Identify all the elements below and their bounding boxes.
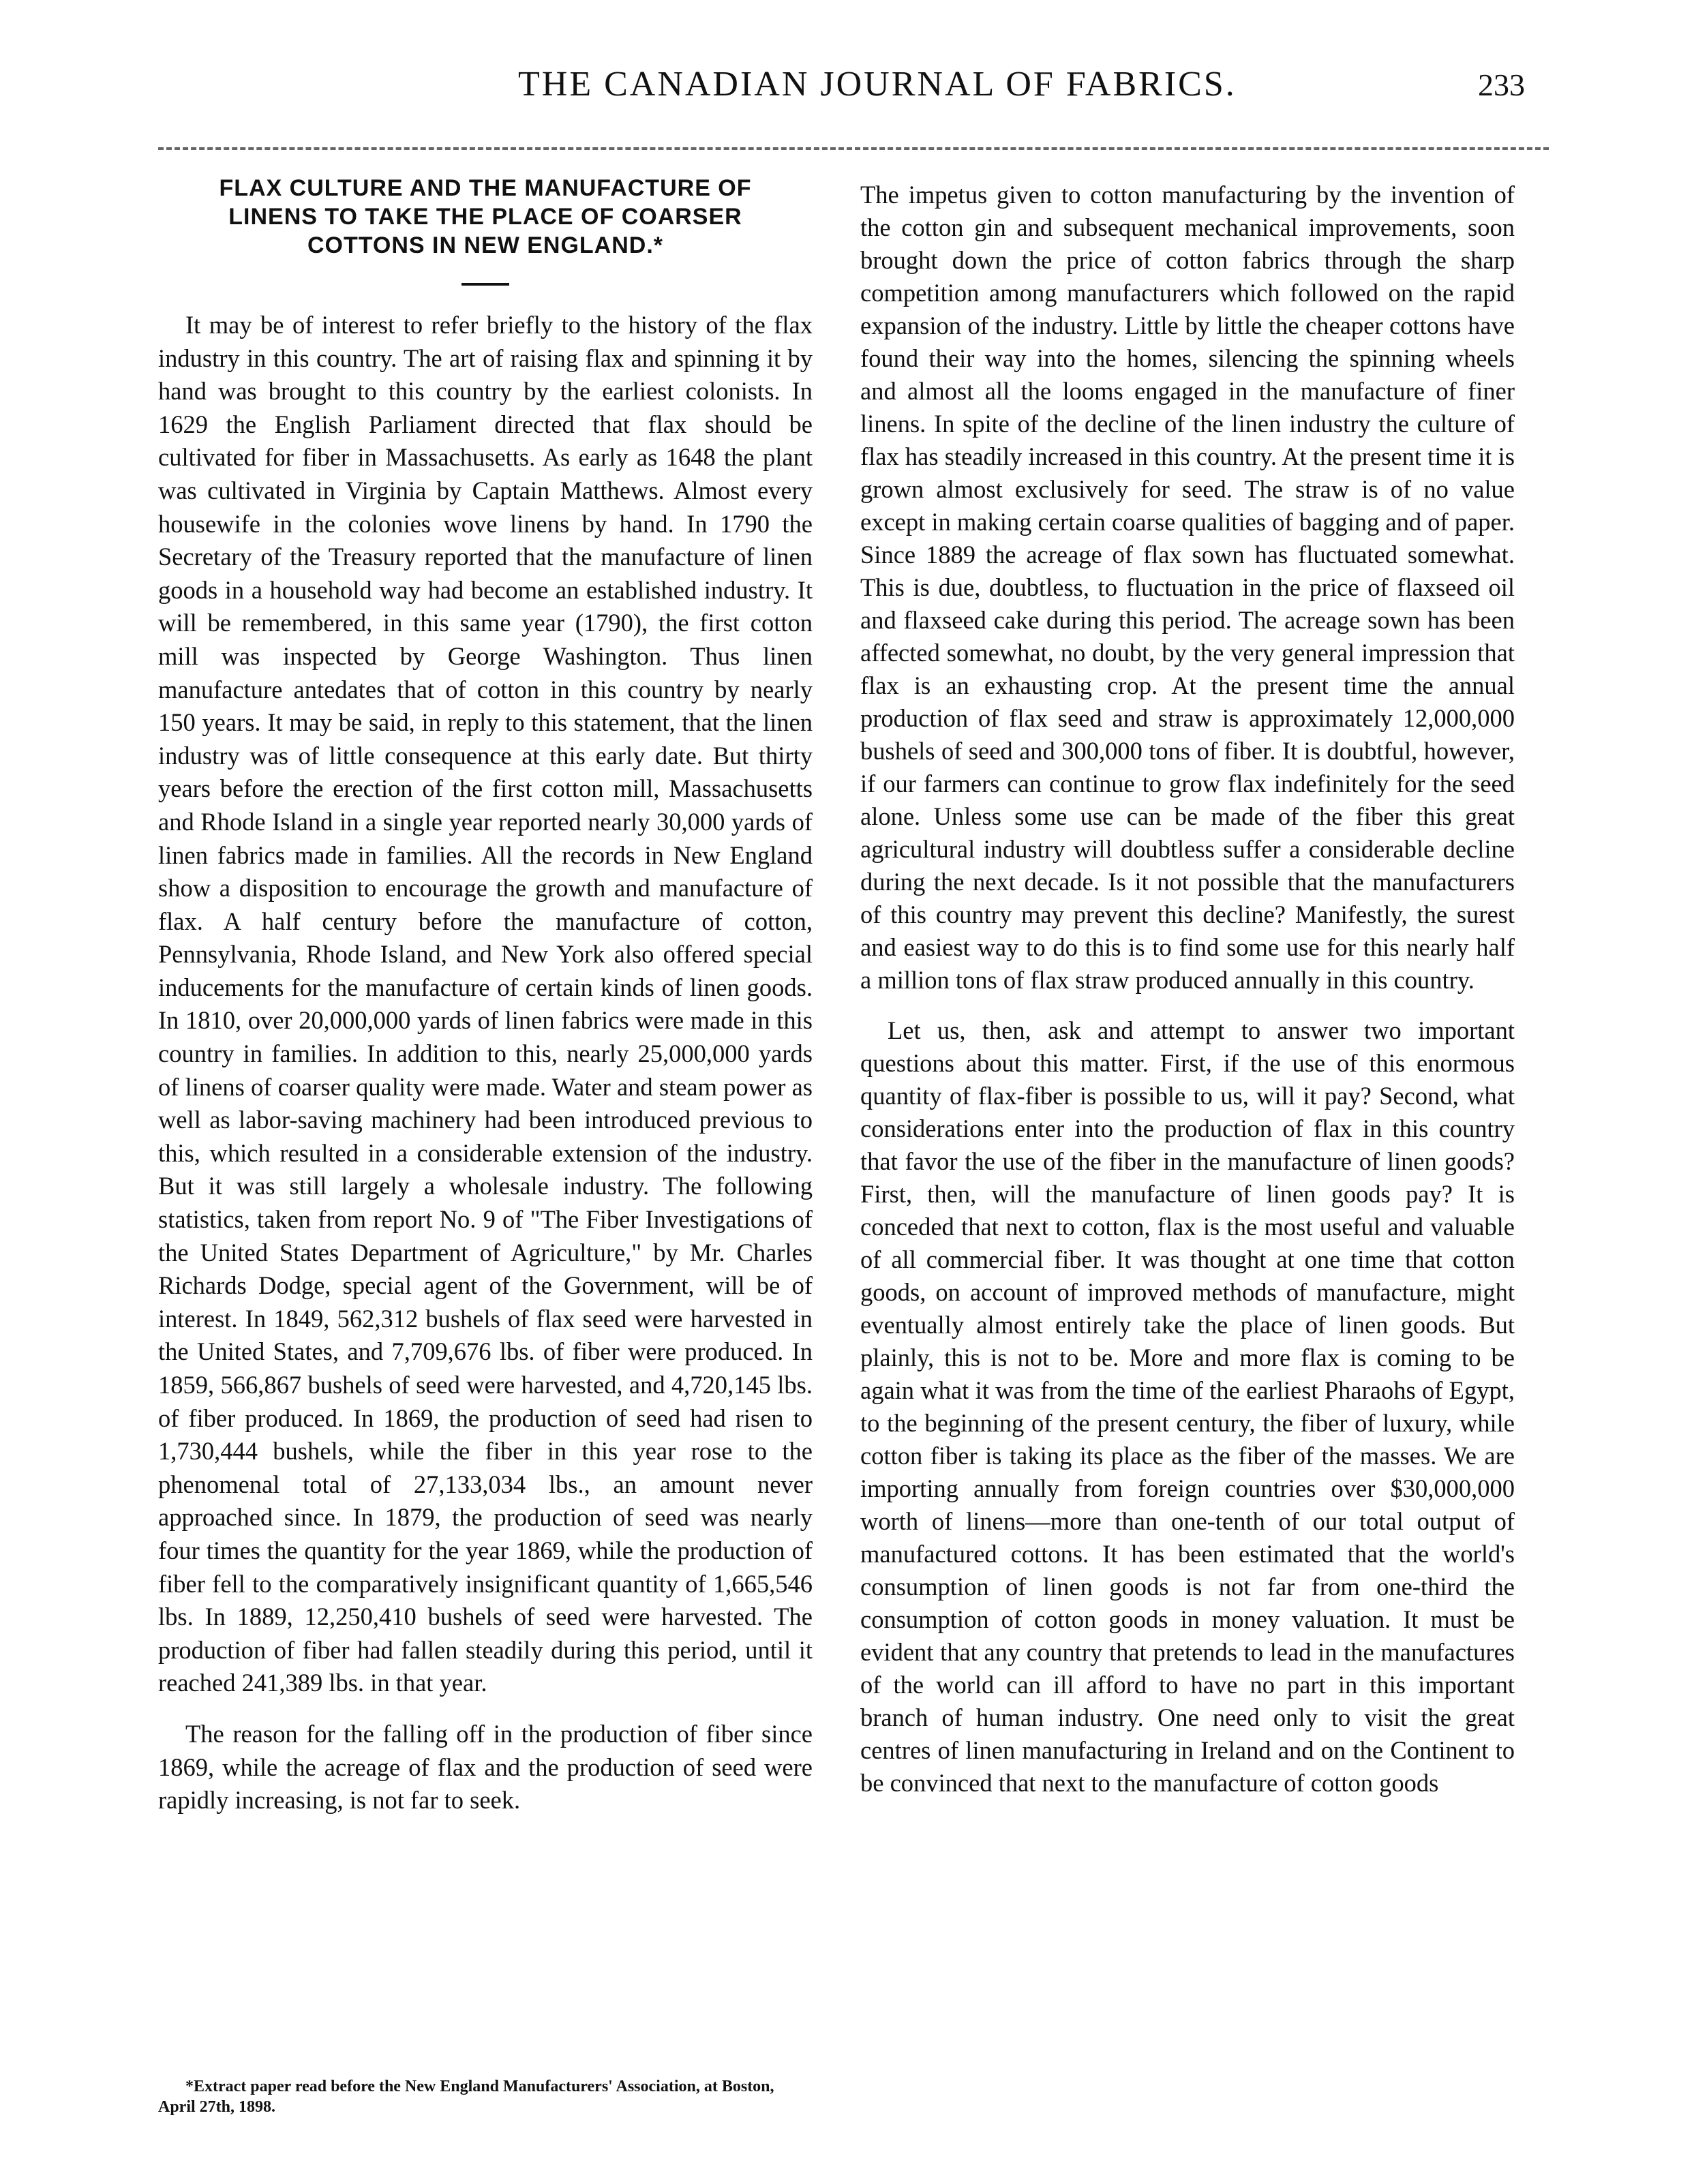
article-paragraph: Let us, then, ask and attempt to answer two important questions about this matter. First, if the use of this enormous quantity of flax-fiber is possible to us, will it pay? Second, what considerations enter into the production of flax in this country that favor the use of the fiber in the manufacture of linen goods? First, then, will the manufacture of linen goods pay? It is conceded that next to cotton, flax is the most useful and valuable of all commercial fiber. It was thought at one time that cotton goods, on account of improved methods of manufacture, might eventually almost entirely take the place of linen goods. But plainly, this is not to be. More and more flax is coming to be again what it was from the time of the earliest Pharaohs of Egypt, to the beginning of the present century, the fiber of luxury, while cotton fiber is taking its place as the fiber of the masses. We are importing annually from foreign countries over $30,000,000 worth of linens—more than one-tenth of our total output of manufactured cottons. It has been estimated that the world's consumption of linen goods is not far from one-third the consumption of cotton goods in money valuation. It must be evident that any country that pretends to lead in the manufactures of the world can ill afford to have no part in this important branch of human industry. One need only to visit the great centres of linen manufacturing in Ireland and on the Continent to be convinced that next to the manufacture of cotton goods: [860, 1016, 1515, 1797]
title-rule: [462, 283, 509, 286]
right-column: [860, 179, 1515, 1800]
article-paragraph: The reason for the falling off in the production of fiber since 1869, while the acreage of flax and the production of seed were rapidly increasing, is not far to seek.: [158, 1719, 813, 1815]
article-title: FLAX CULTURE AND THE MANUFACTURE OF LINENS TO TAKE THE PLACE OF COARSER COTTONS IN NEW ENGLAND.*: [219, 175, 752, 258]
page-number: 233: [1478, 67, 1525, 102]
article-paragraph: It may be of interest to refer briefly to the history of the flax industry in this country. The art of raising flax and spinning it by hand was brought to this country by the earliest colonists. In 1629 the English Parliament directed that flax should be cultivated for fiber in Massachusetts. As early as 1648 the plant was cultivated in Virginia by Captain Matthews. Almost every housewife in the colonies wove linens by hand. In 1790 the Secretary of the Treasury reported that the manufacture of linen goods in a household way had become an established industry. It will be remembered, in this same year (1790), the first cotton mill was inspected by George Washington. Thus linen manufacture antedates that of cotton in this country by nearly 150 years. It may be said, in reply to this statement, that the linen industry was of little consequence at this early date. But thirty years before the erection of the first cotton mill, Massachusetts and Rhode Island in a single year reported nearly 30,000 yards of linen fabrics made in families. All the records in New England show a disposition to encourage the growth and manufacture of flax. A half century before the manufacture of cotton, Pennsylvania, Rhode Island, and New York also offered special inducements for the manufacture of certain kinds of linen goods. In 1810, over 20,000,000 yards of linen fabrics were made in this country in families. In addition to this, nearly 25,000,000 yards of linens of coarser quality were made. Water and steam power as well as labor-saving machinery had been introduced previous to this, which resulted in a considerable extension of the industry. But it was still largely a wholesale industry. The following statistics, taken from report No. 9 of "The Fiber Investigations of the United States Department of Agriculture," by Mr. Charles Richards Dodge, special agent of the Government, will be of interest. In 1849, 562,312 bushels of flax seed were harvested in the United States, and 7,709,676 lbs. of fiber were produced. In 1859, 566,867 bushels of seed were harvested, and 4,720,145 lbs. of fiber produced. In 1869, the production of seed had risen to 1,730,444 bushels, while the fiber in this year rose to the phenomenal total of 27,133,034 lbs., an amount never approached since. In 1879, the production of seed was nearly four times the quantity for the year 1869, while the production of fiber fell to the comparatively insignificant quantity of 1,665,546 lbs. In 1889, 12,250,410 bushels of seed were harvested. The production of fiber had fallen steadily during this period, until it reached 241,389 lbs. in that year.: [158, 311, 813, 1697]
header-rule: [158, 147, 1549, 150]
footnote: *Extract paper read before the New England Manufacturers' Association, at Boston, April 27th, 1898.: [158, 2078, 774, 2116]
journal-title: THE CANADIAN JOURNAL OF FABRICS.: [518, 65, 1237, 104]
left-column: [158, 174, 813, 1817]
running-head: [0, 60, 1694, 121]
article-paragraph: The impetus given to cotton manufacturing by the invention of the cotton gin and subsequent mechanical improvements, soon brought down the price of cotton fabrics through the sharp competition among manufacturers which followed on the rapid expansion of the industry. Little by little the cheaper cottons have found their way into the homes, silencing the spinning wheels and almost all the looms engaged in the manufacture of finer linens. In spite of the decline of the linen industry the culture of flax has steadily increased in this country. At the present time it is grown almost exclusively for seed. The straw is of no value except in making certain coarse qualities of bagging and of paper. Since 1889 the acreage of flax sown has fluctuated somewhat. This is due, doubtless, to fluctuation in the price of flaxseed oil and flaxseed cake during this period. The acreage sown has been affected somewhat, no doubt, by the very general impression that flax is an exhausting crop. At the present time the annual production of flax seed and straw is approximately 12,000,000 bushels of seed and 300,000 tons of fiber. It is doubtful, however, if our farmers can continue to grow flax indefinitely for the seed alone. Unless some use can be made of the fiber this great agricultural industry will doubtless suffer a considerable decline during the next decade. Is it not possible that the manufacturers of this country may prevent this decline? Manifestly, the surest and easiest way to do this is to find some use for this nearly half a million tons of flax straw produced annually in this country.: [860, 181, 1515, 994]
